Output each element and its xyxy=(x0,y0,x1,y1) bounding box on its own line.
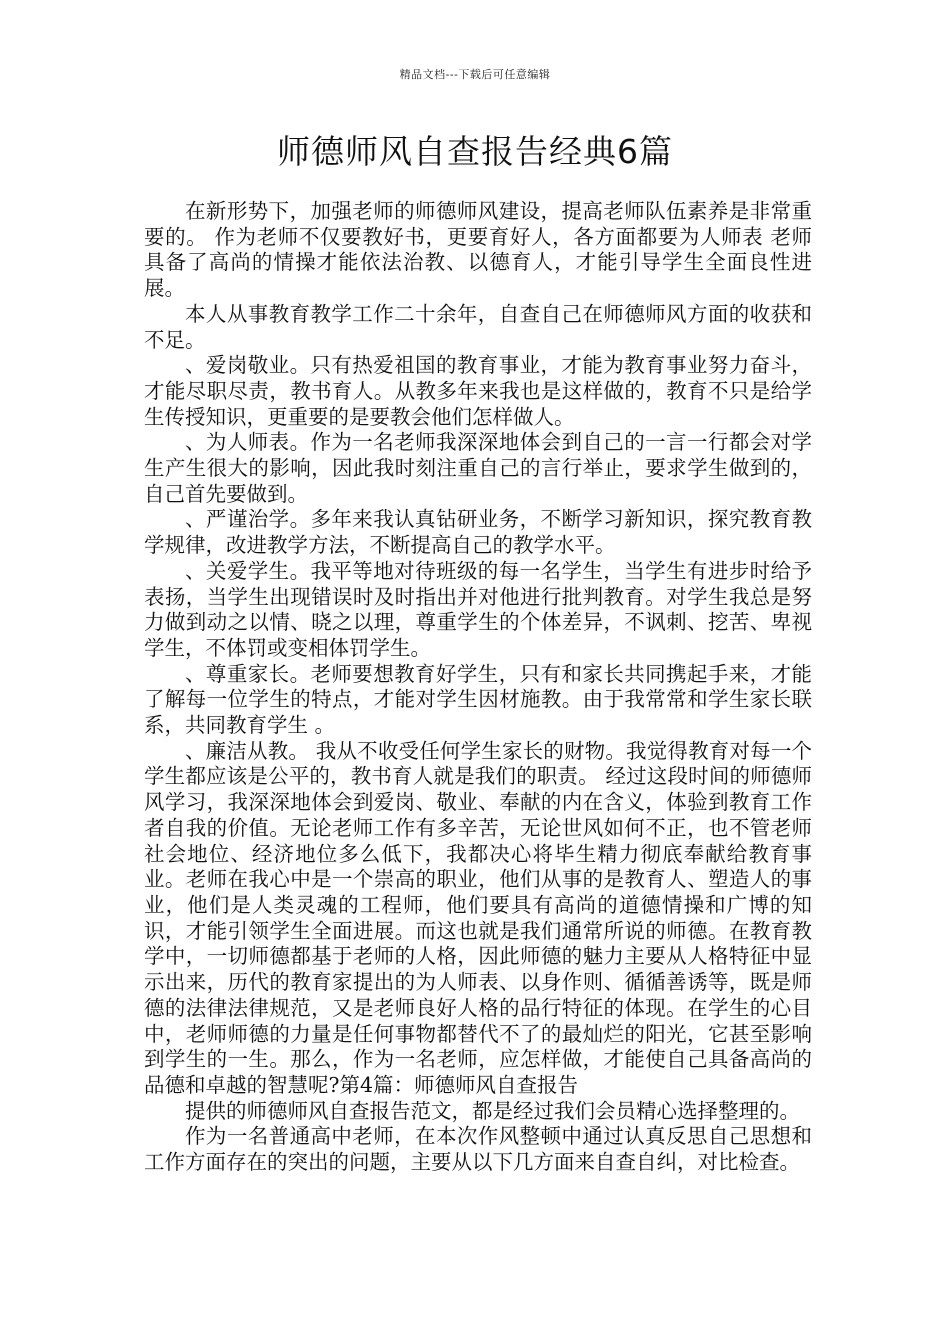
paragraph: 作为一名普通高中老师，在本次作风整顿中通过认真反思自己思想和工作方面存在的突出的问题，主要从以下几方面来自查自纠，对比检查。 xyxy=(144,1124,812,1175)
paragraph: 在新形势下，加强老师的师德师风建设，提高老师队伍素养是非常重要的。 作为老师不仅要教好书，更要育好人，各方面都要为人师表 老师具备了高尚的情操才能依法治教、以德育人，才能引导学生全面良性进展。 xyxy=(144,199,812,301)
paragraph: 、廉洁从教。 我从不收受任何学生家长的财物。我觉得教育对每一个学生都应该是公平的，教书育人就是我们的职责。 经过这段时间的师德师风学习，我深深地体会到爱岗、敬业、奉献的内在含义，体验到教育工作者自我的价值。无论老师工作有多辛苦，无论世风如何不正，也不管老师社会地位、经济地位多么低下，我都决心将毕生精力彻底奉献给教育事业。老师在我心中是一个崇高的职业，他们从事的是教育人、塑造人的事业，他们是人类灵魂的工程师，他们要具有高尚的道德情操和广博的知识，才能引领学生全面进展。而这也就是我们通常所说的师德。在教育教学中，一切师德都基于老师的人格，因此师德的魅力主要从人格特征中显示出来，历代的教育家提出的为人师表、以身作则、循循善诱等，既是师德的法律法律规范，又是老师良好人格的品行特征的体现。在学生的心目中，老师师德的力量是任何事物都替代不了的最灿烂的阳光，它甚至影响到学生的一生。那么，作为一名老师，应怎样做，才能使自己具备高尚的品德和卓越的智慧呢?第4篇：师德师风自查报告 xyxy=(144,738,812,1097)
paragraph: 提供的师德师风自查报告范文，都是经过我们会员精心选择整理的。 xyxy=(185,1098,800,1123)
document-body xyxy=(144,199,812,1176)
paragraph: 本人从事教育教学工作二十余年，自查自己在师德师风方面的收获和不足。 xyxy=(144,301,812,352)
paragraph: 、为人师表。作为一名老师我深深地体会到自己的一言一行都会对学生产生很大的影响，因此我时刻注重自己的言行举止，要求学生做到的，自己首先要做到。 xyxy=(144,430,812,506)
paragraph: 、严谨治学。多年来我认真钻研业务，不断学习新知识，探究教育教学规律，改进教学方法，不断提高自己的教学水平。 xyxy=(144,507,812,558)
document-title: 师德师风自查报告经典6篇 xyxy=(277,132,673,171)
page-header-note: 精品文档---下载后可任意编辑 xyxy=(399,68,551,81)
paragraph: 、尊重家长。老师要想教育好学生，只有和家长共同携起手来，才能了解每一位学生的特点，才能对学生因材施教。由于我常常和学生家长联系，共同教育学生 。 xyxy=(144,661,812,738)
paragraph: 、爱岗敬业。只有热爱祖国的教育事业，才能为教育事业努力奋斗，才能尽职尽责，教书育人。从教多年来我也是这样做的，教育不只是给学生传授知识，更重要的是要教会他们怎样做人。 xyxy=(144,353,812,429)
paragraph: 、关爱学生。我平等地对待班级的每一名学生，当学生有进步时给予表扬，当学生出现错误时及时指出并对他进行批判教育。对学生我总是努力做到动之以情、晓之以理，尊重学生的个体差异，不讽刺、挖苦、卑视学生，不体罚或变相体罚学生。 xyxy=(144,558,812,660)
